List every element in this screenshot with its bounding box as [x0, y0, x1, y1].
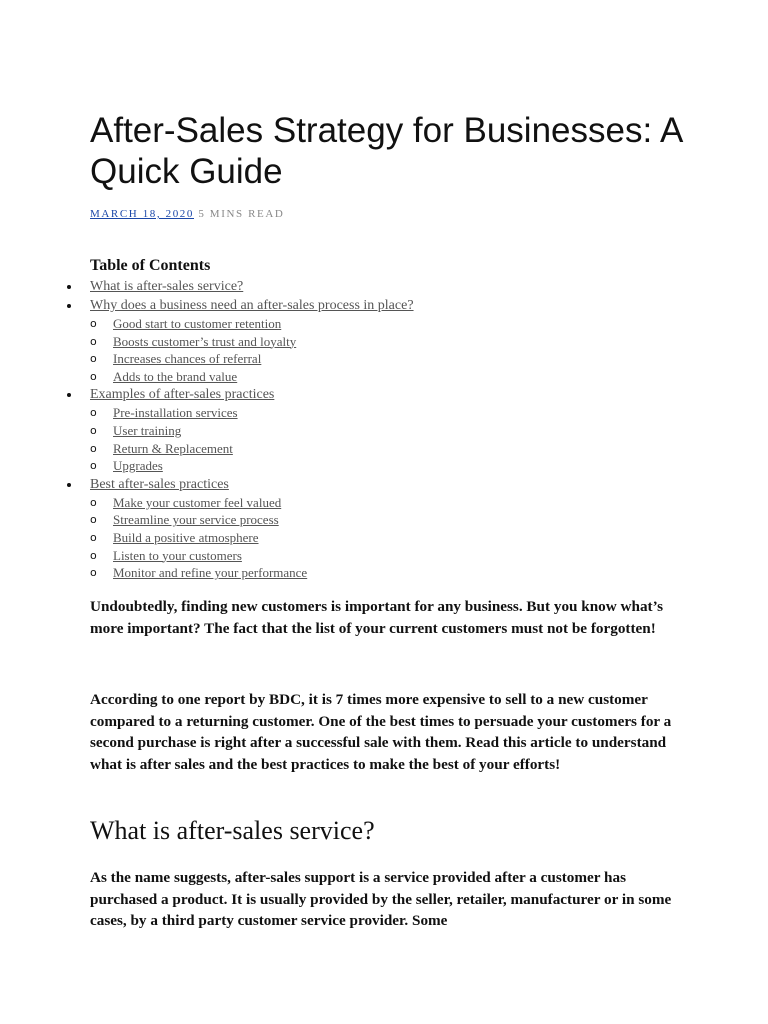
toc-link[interactable]: Why does a business need an after-sales process in place?: [90, 298, 414, 313]
toc-sublink[interactable]: Pre-installation services: [113, 405, 238, 421]
toc-sublink[interactable]: Make your customer feel valued: [113, 494, 282, 510]
toc-subitem: [90, 404, 710, 422]
publish-date-link[interactable]: MARCH 18, 2020: [90, 208, 194, 220]
toc-sublink[interactable]: Upgrades: [113, 458, 163, 474]
toc-subitem: [90, 315, 710, 333]
toc-sublink[interactable]: Good start to customer retention: [113, 316, 282, 331]
circle-bullet-icon: o: [90, 352, 97, 366]
toc-subitem: [90, 350, 710, 368]
toc-subitem: [90, 494, 710, 512]
toc-link[interactable]: Best after-sales practices: [90, 476, 229, 492]
circle-bullet-icon: o: [90, 406, 97, 420]
toc-sublink[interactable]: Boosts customer’s trust and loyalty: [113, 333, 297, 349]
toc-sublink[interactable]: Listen to your customers: [113, 547, 242, 563]
toc-subitem: [90, 368, 710, 386]
toc-subitem: [90, 511, 710, 529]
report-paragraph: According to one report by BDC, it is 7 times more expensive to sell to a new customer compared to a returning customer. One of the best times to persuade your customers for a second purchase is right after a successful sale with them. Read this article to understand what is after sales and the best practices to make the best of your efforts!: [90, 691, 672, 773]
circle-bullet-icon: o: [90, 566, 97, 580]
bullet-icon: [67, 393, 71, 397]
table-of-contents: [90, 255, 710, 582]
toc-sublink[interactable]: Return & Replacement: [113, 440, 233, 456]
toc-subitem: [90, 547, 710, 565]
toc-item: [90, 277, 710, 296]
bullet-icon: [67, 483, 71, 487]
article-title: After-Sales Strategy for Businesses: A Quick Guide: [90, 111, 682, 191]
toc-sublink[interactable]: Build a positive atmosphere: [113, 529, 259, 545]
toc-subitem: [90, 333, 710, 351]
read-time: 5 MINS READ: [198, 208, 285, 220]
toc-sublist: [90, 494, 710, 582]
toc-subitem: [90, 457, 710, 475]
toc-sublink[interactable]: Increases chances of referral: [113, 351, 262, 367]
circle-bullet-icon: o: [90, 548, 97, 562]
toc-sublink[interactable]: User training: [113, 422, 182, 438]
circle-bullet-icon: o: [90, 495, 97, 509]
toc-item: [90, 296, 710, 385]
toc-subitem: [90, 422, 710, 440]
toc-sublink[interactable]: Streamline your service process: [113, 512, 279, 528]
toc-sublist: [90, 404, 710, 474]
toc-subitem: [90, 529, 710, 547]
article-meta: [90, 208, 284, 220]
toc-sublink[interactable]: Adds to the brand value: [113, 368, 238, 384]
section-paragraph: As the name suggests, after-sales support is a service provided after a customer has purchased a product. It is usually provided by the seller, retailer, manufacturer or in some cases, by a third party customer service provider. Some: [90, 869, 672, 929]
circle-bullet-icon: o: [90, 441, 97, 455]
toc-sublink[interactable]: Monitor and refine your performance: [113, 565, 308, 581]
circle-bullet-icon: o: [90, 459, 97, 473]
circle-bullet-icon: o: [90, 317, 97, 330]
bullet-icon: [67, 285, 71, 289]
toc-item: [90, 475, 710, 582]
toc-subitem: [90, 564, 710, 582]
toc-sublist: [90, 315, 710, 385]
toc-link[interactable]: Examples of after-sales practices: [90, 387, 275, 403]
circle-bullet-icon: o: [90, 423, 97, 437]
circle-bullet-icon: o: [90, 334, 97, 348]
intro-paragraph: Undoubtedly, finding new customers is important for any business. But you know what’s more important? The fact that the list of your current customers must not be forgotten!: [90, 598, 664, 637]
circle-bullet-icon: o: [90, 513, 97, 527]
toc-item: [90, 385, 710, 474]
toc-heading: Table of Contents: [90, 257, 211, 274]
section-heading: What is after-sales service?: [90, 816, 375, 845]
circle-bullet-icon: o: [90, 369, 97, 383]
toc-link[interactable]: What is after-sales service?: [90, 279, 244, 294]
toc-list: [90, 277, 710, 582]
toc-subitem: [90, 440, 710, 458]
bullet-icon: [67, 304, 71, 308]
circle-bullet-icon: o: [90, 530, 97, 544]
